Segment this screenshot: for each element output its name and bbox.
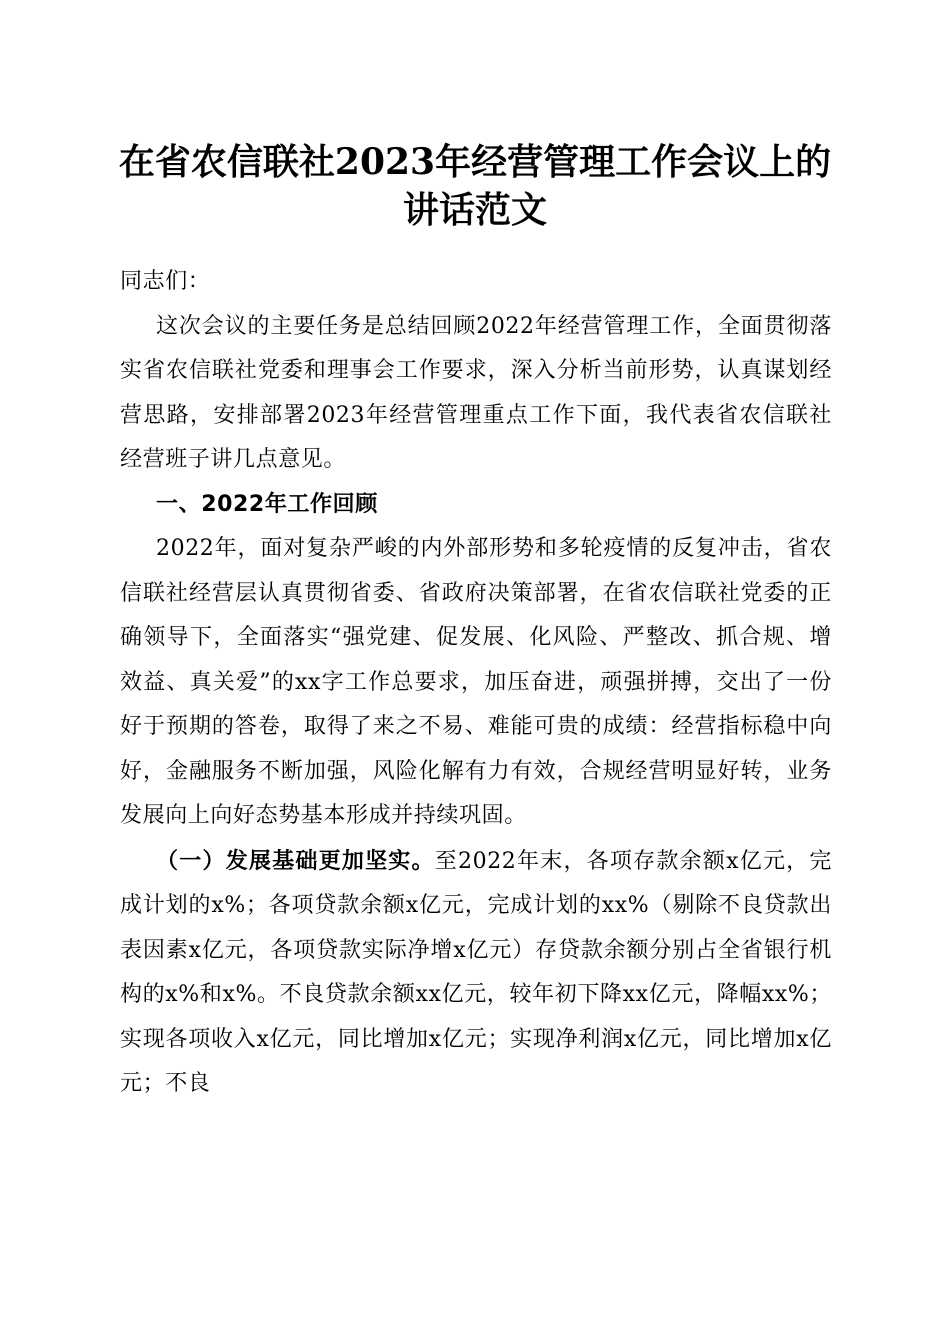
subsection-paragraph xyxy=(120,839,832,1107)
section-heading: 一、2022年工作回顾 xyxy=(156,491,378,517)
subsection-text: 至2022年末，各项存款余额x亿元，完成计划的x%；各项贷款余额x亿元，完成计划的xx%（剔除不良贷款出表因素x亿元，各项贷款实际净增x亿元）存贷款余额分别占全省银行机构的x%和x%。不良贷款余额xx亿元，较年初下降xx亿元，降幅xx%；实现各项收入x亿元，同比增加x亿元；实现净利润x亿元，同比增加x亿元；不良 xyxy=(120,848,833,1096)
intro-paragraph: 这次会议的主要任务是总结回顾2022年经营管理工作，全面贯彻落实省农信联社党委和理事会工作要求，深入分析当前形势，认真谋划经营思路，安排部署2023年经营管理重点工作下面，我代表省农信联社经营班子讲几点意见。 xyxy=(120,313,832,472)
document-title xyxy=(100,138,850,234)
salutation: 同志们： xyxy=(120,269,211,294)
title-line-2: 讲话范文 xyxy=(402,189,547,231)
review-paragraph: 2022年，面对复杂严峻的内外部形势和多轮疫情的反复冲击，省农信联社经营层认真贯彻省委、省政府决策部署，在省农信联社党委的正确领导下，全面落实“强党建、促发展、化风险、严整改、抓合规、增效益、真关爱”的xx字工作总要求，加压奋进，顽强拼搏，交出了一份好于预期的答卷，取得了来之不易、难能可贵的成绩：经营指标稳中向好，金融服务不断加强，风险化解有力有效，合规经营明显好转，业务发展向上向好态势基本形成并持续巩固。 xyxy=(120,536,832,828)
subsection-lead: （一）发展基础更加坚实。 xyxy=(156,847,435,874)
title-line-1: 在省农信联社2023年经营管理工作会议上的 xyxy=(118,141,832,183)
document-body xyxy=(120,260,832,1107)
